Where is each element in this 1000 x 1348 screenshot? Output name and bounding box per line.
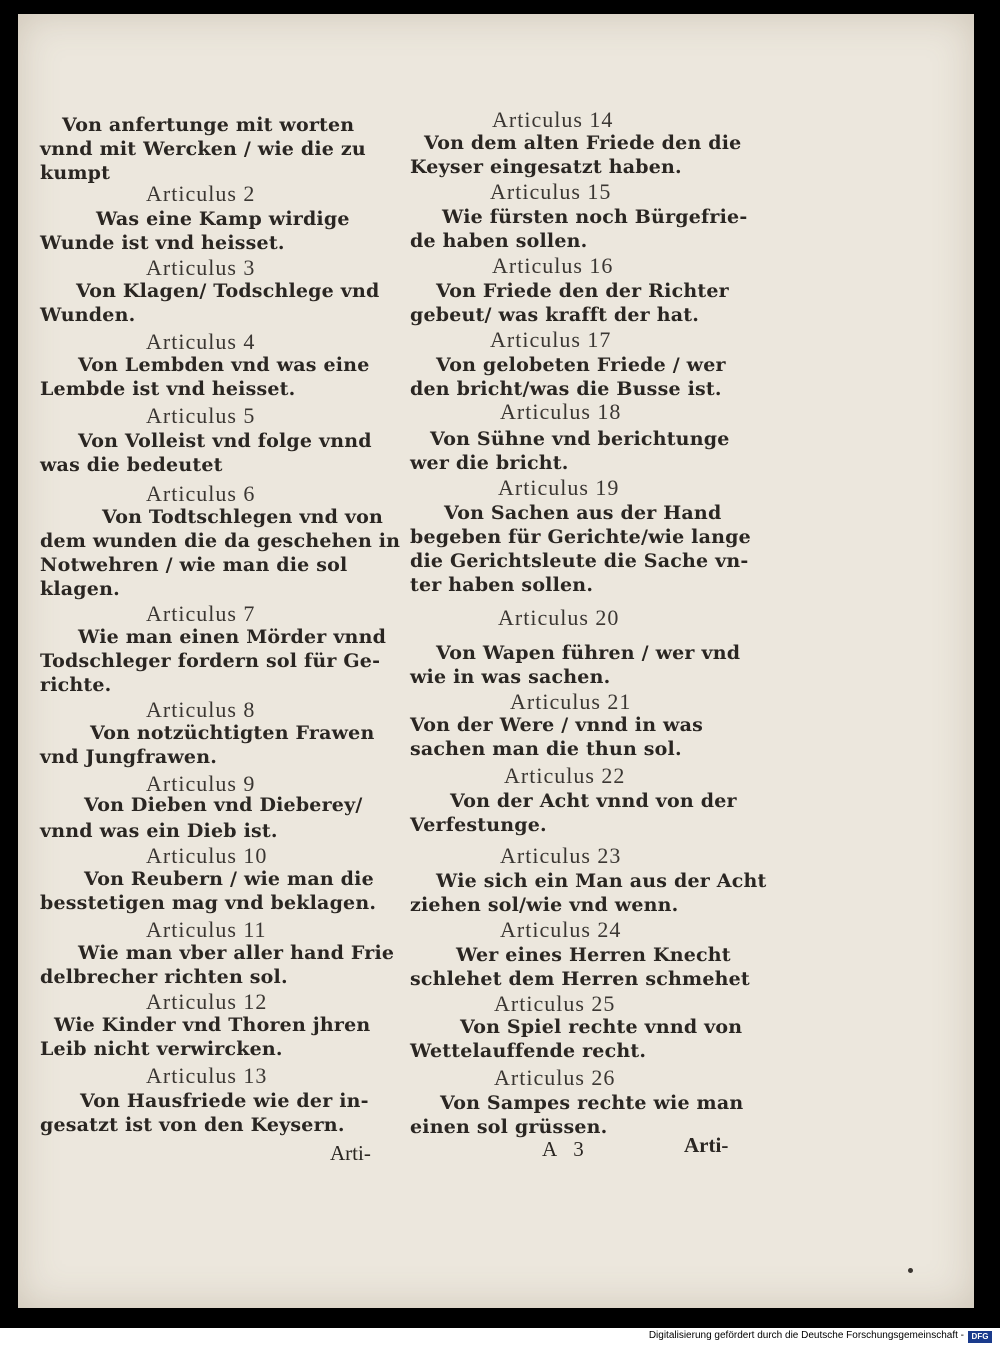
right-text-line: Von dem alten Friede den die (424, 132, 742, 154)
left-article-heading: Articulus 7 (146, 601, 256, 626)
right-article-heading: Articulus 21 (510, 689, 632, 714)
signature-mark: A 3 (542, 1137, 590, 1161)
left-text-line: Von notzüchtigten Frawen (90, 722, 375, 744)
left-text-line: Todschleger fordern sol für Ge- (40, 650, 381, 672)
left-text-line: Von Todtschlegen vnd von (102, 506, 384, 528)
left-text-line: Leib nicht verwircken. (40, 1038, 283, 1060)
left-article-heading: Articulus 13 (146, 1063, 268, 1088)
right-text-line: Von Sachen aus der Hand (444, 502, 722, 524)
left-article-heading: Articulus 9 (146, 771, 256, 796)
right-article-heading: Articulus 22 (504, 763, 626, 788)
right-text-line: ter haben sollen. (410, 574, 594, 596)
right-text-line: schlehet dem Herren schmehet (410, 968, 750, 990)
right-text-line: Von Wapen führen / wer vnd (436, 642, 741, 664)
left-text-line: Wunden. (40, 304, 136, 326)
right-text-line: einen sol grüssen. (410, 1116, 608, 1138)
left-text-line: vnnd was ein Dieb ist. (40, 820, 278, 842)
left-article-heading: Articulus 11 (146, 917, 267, 942)
left-article-heading: Articulus 8 (146, 697, 256, 722)
right-article-heading: Articulus 20 (498, 605, 620, 630)
left-article-heading: Articulus 12 (146, 989, 268, 1014)
right-text-line: de haben sollen. (410, 230, 588, 252)
right-text-line: den bricht/was die Busse ist. (410, 378, 722, 400)
left-text-line: was die bedeutet (40, 454, 223, 476)
left-text-line: Was eine Kamp wirdige (96, 208, 350, 230)
left-text-line: Notwehren / wie man die sol (40, 554, 348, 576)
left-catchword: Arti- (330, 1141, 371, 1165)
left-text-line: Von Volleist vnd folge vnnd (78, 430, 372, 452)
left-article-heading: Articulus 6 (146, 481, 256, 506)
left-text-line: vnd Jungfrawen. (40, 746, 218, 768)
right-text-line: Verfestunge. (410, 814, 547, 836)
right-text-line: Von Spiel rechte vnnd von (460, 1016, 743, 1038)
right-article-heading: Articulus 25 (494, 991, 616, 1016)
left-text-line: Von anfertunge mit worten (62, 114, 355, 136)
left-text-line: Von Klagen/ Todschlege vnd (76, 280, 380, 302)
left-text-line: Wunde ist vnd heisset. (40, 232, 285, 254)
left-text-line: Von Hausfriede wie der in- (80, 1090, 369, 1112)
left-text-line: richte. (40, 674, 112, 696)
left-text-line: delbrecher richten sol. (40, 966, 288, 988)
left-text-line: Lembde ist vnd heisset. (40, 378, 296, 400)
right-text-line: gebeut/ was krafft der hat. (410, 304, 700, 326)
book-page (18, 14, 974, 1308)
right-article-heading: Articulus 15 (490, 179, 612, 204)
credit-text: Digitalisierung gefördert durch die Deutsche Forschungsgemeinschaft - (648, 1330, 964, 1341)
right-text-line: wie in was sachen. (410, 666, 611, 688)
left-text-line: Wie man vber aller hand Frie (78, 942, 395, 964)
right-text-line: die Gerichtsleute die Sache vn- (410, 550, 749, 572)
right-text-line: wer die bricht. (410, 452, 569, 474)
right-article-heading: Articulus 19 (498, 475, 620, 500)
left-article-heading: Articulus 5 (146, 403, 256, 428)
left-text-line: Wie man einen Mörder vnnd (78, 626, 387, 648)
right-text-line: begeben für Gerichte/wie lange (410, 526, 751, 548)
left-text-line: kumpt (40, 162, 111, 184)
left-text-line: Von Dieben vnd Dieberey/ (84, 794, 363, 816)
left-text-line: besstetigen mag vnd beklagen. (40, 892, 377, 914)
right-text-line: Von gelobeten Friede / wer (436, 354, 726, 376)
right-article-heading: Articulus 17 (490, 327, 612, 352)
right-text-line: Keyser eingesatzt haben. (410, 156, 682, 178)
right-text-line: ziehen sol/wie vnd wenn. (410, 894, 679, 916)
left-text-line: Wie Kinder vnd Thoren jhren (54, 1014, 371, 1036)
right-text-line: Von Friede den der Richter (436, 280, 729, 302)
right-text-line: Von der Were / vnnd in was (410, 714, 704, 736)
left-text-line: gesatzt ist von den Keysern. (40, 1114, 345, 1136)
right-article-heading: Articulus 24 (500, 917, 622, 942)
left-text-line: Von Reubern / wie man die (84, 868, 374, 890)
right-catchword: Arti- (684, 1133, 729, 1157)
right-article-heading: Articulus 23 (500, 843, 622, 868)
right-text-line: Von Sampes rechte wie man (440, 1092, 744, 1114)
left-article-heading: Articulus 10 (146, 843, 268, 868)
right-text-line: Wie sich ein Man aus der Acht (436, 870, 767, 892)
left-text-line: vnnd mit Wercken / wie die zu (40, 138, 366, 160)
right-text-line: sachen man die thun sol. (410, 738, 682, 760)
left-article-heading: Articulus 3 (146, 255, 256, 280)
left-text-line: klagen. (40, 578, 120, 600)
ink-speck (908, 1268, 913, 1273)
right-article-heading: Articulus 16 (492, 253, 614, 278)
right-text-line: Wettelauffende recht. (410, 1040, 647, 1062)
right-text-line: Wie fürsten noch Bürgefrie- (442, 206, 748, 228)
left-article-heading: Articulus 4 (146, 329, 256, 354)
right-article-heading: Articulus 26 (494, 1065, 616, 1090)
credit-bar (0, 1328, 1000, 1348)
right-article-heading: Articulus 14 (492, 107, 614, 132)
dfg-logo: DFG (968, 1331, 992, 1343)
right-text-line: Von der Acht vnnd von der (450, 790, 737, 812)
left-text-line: dem wunden die da geschehen in (40, 530, 401, 552)
left-text-line: Von Lembden vnd was eine (78, 354, 370, 376)
right-article-heading: Articulus 18 (500, 399, 622, 424)
right-text-line: Von Sühne vnd berichtunge (430, 428, 730, 450)
right-text-line: Wer eines Herren Knecht (456, 944, 731, 966)
left-article-heading: Articulus 2 (146, 181, 256, 206)
